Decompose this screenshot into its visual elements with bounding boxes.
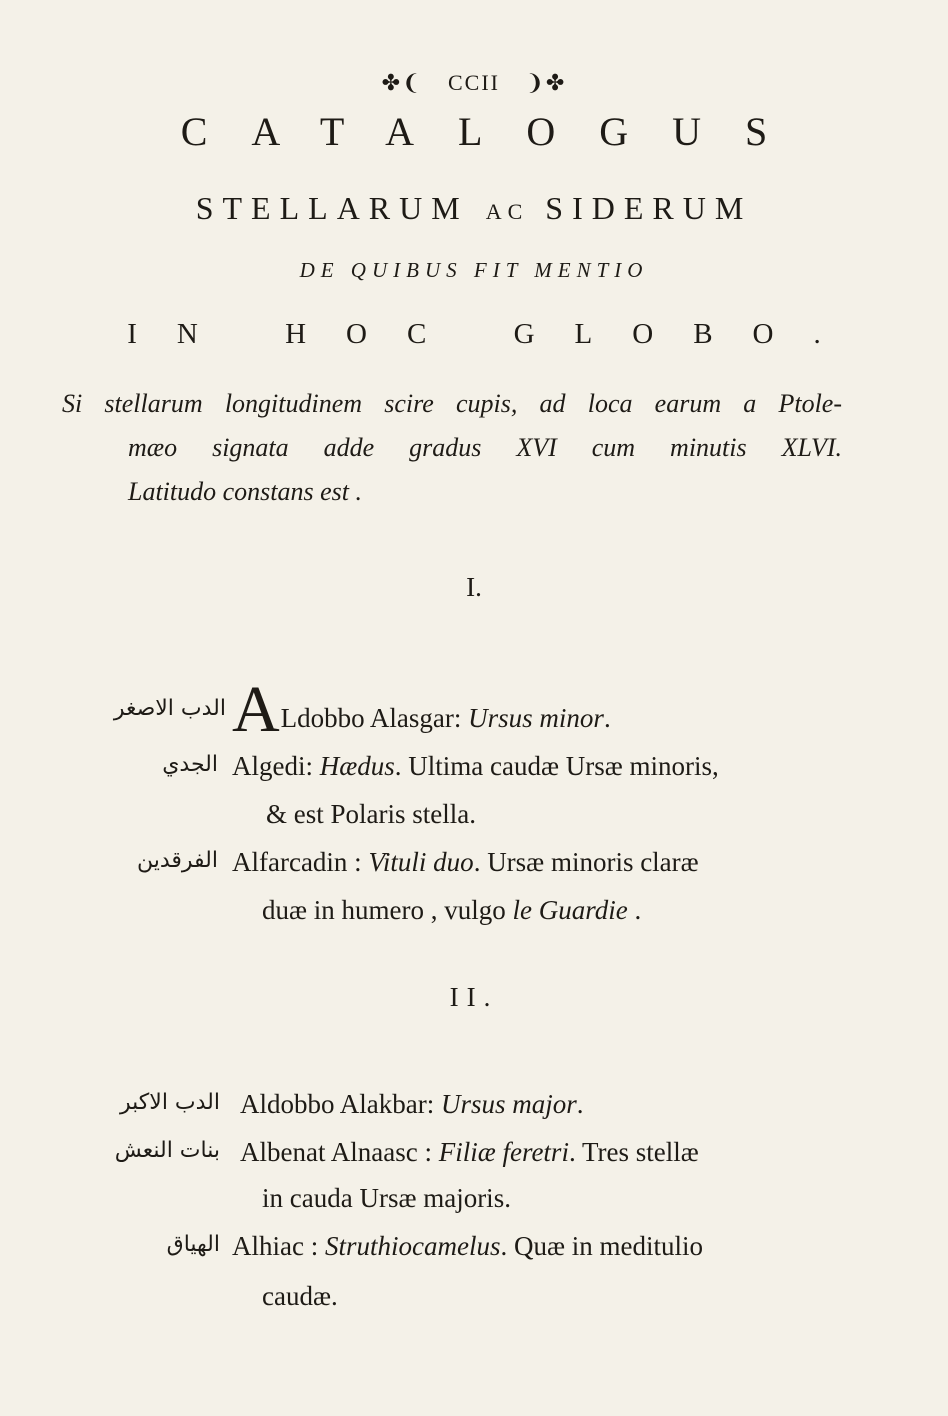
entry-name: Ldobbo Alasgar:	[280, 703, 462, 733]
entry-rest: . Tres stellæ	[568, 1137, 699, 1167]
entry-latin: Hædus	[319, 751, 395, 781]
title-stellarum-word: STELLARUM	[195, 190, 469, 226]
entry-rest: .	[603, 703, 611, 733]
intro-line-1: Si stellarum longitudinem scire cupis, ad loca earum a Ptole-	[62, 389, 842, 418]
entry-name: Aldobbo Alakbar:	[240, 1089, 435, 1119]
entry-aldobbo-alakbar	[240, 1084, 584, 1124]
entry-latin: Struthiocamelus	[324, 1231, 501, 1261]
page-header	[0, 70, 948, 96]
entry-rest: . Quæ in meditulio	[500, 1231, 703, 1261]
ornament-left-icon: ✤❨	[381, 70, 423, 95]
arabic-name: الهياق	[166, 1232, 220, 1257]
entry-name: Alhiac :	[232, 1231, 319, 1261]
entry-name: Albenat Alnaasc :	[240, 1137, 432, 1167]
entry-albenat-alnaasc	[240, 1132, 699, 1172]
title-siderum-word: SIDERUM	[545, 190, 753, 226]
entry-continuation: & est Polaris stella.	[266, 799, 476, 829]
entry-latin: Vituli duo	[368, 847, 474, 877]
entry-latin: Ursus minor	[468, 703, 604, 733]
intro-line-3: Latitudo constans est .	[128, 477, 363, 506]
entry-latin: Ursus major	[440, 1089, 577, 1119]
entry-continuation	[262, 890, 641, 930]
entry-name: Alfarcadin :	[232, 847, 362, 877]
entry-rest: .	[576, 1089, 584, 1119]
title-de-quibus: DE QUIBUS FIT MENTIO	[299, 258, 649, 282]
title-ac-word: AC	[485, 199, 529, 224]
intro-line-2: mæo signata adde gradus XVI cum minutis XLVI.	[128, 433, 842, 462]
entry-continuation: caudæ.	[262, 1281, 338, 1311]
title-catalogus: CATALOGUS	[180, 109, 812, 154]
page-number: CCII	[448, 70, 500, 95]
entry-cont-italic: le Guardie	[512, 895, 628, 925]
entry-alfarcadin	[232, 842, 699, 882]
arabic-name: الدب الاكبر	[120, 1090, 220, 1115]
arabic-name: الدب الاصغر	[113, 696, 226, 721]
entry-aldobbo-alasgar	[232, 673, 611, 746]
section-numeral-1: I.	[466, 572, 482, 602]
arabic-name: الفرقدين	[136, 848, 218, 873]
entry-cont-text: duæ in humero , vulgo	[262, 895, 513, 925]
drop-cap: A	[232, 673, 280, 746]
ornament-right-icon: ❩✤	[525, 70, 567, 95]
entry-continuation: in cauda Ursæ majoris.	[262, 1183, 511, 1213]
arabic-name: الجدي	[162, 752, 218, 777]
section-numeral-2: II.	[449, 982, 499, 1012]
title-stellarum	[0, 190, 948, 227]
entry-rest: . Ursæ minoris claræ	[473, 847, 699, 877]
entry-name: Algedi:	[232, 751, 313, 781]
arabic-name: بنات النعش	[114, 1138, 220, 1163]
entry-algedi	[232, 746, 719, 786]
entry-alhiac	[232, 1226, 703, 1266]
entry-latin: Filiæ feretri	[438, 1137, 569, 1167]
entry-cont-end: .	[627, 895, 642, 925]
entry-rest: . Ultima caudæ Ursæ minoris,	[394, 751, 719, 781]
title-in-hoc-globo: IN HOC GLOBO.	[127, 318, 861, 350]
